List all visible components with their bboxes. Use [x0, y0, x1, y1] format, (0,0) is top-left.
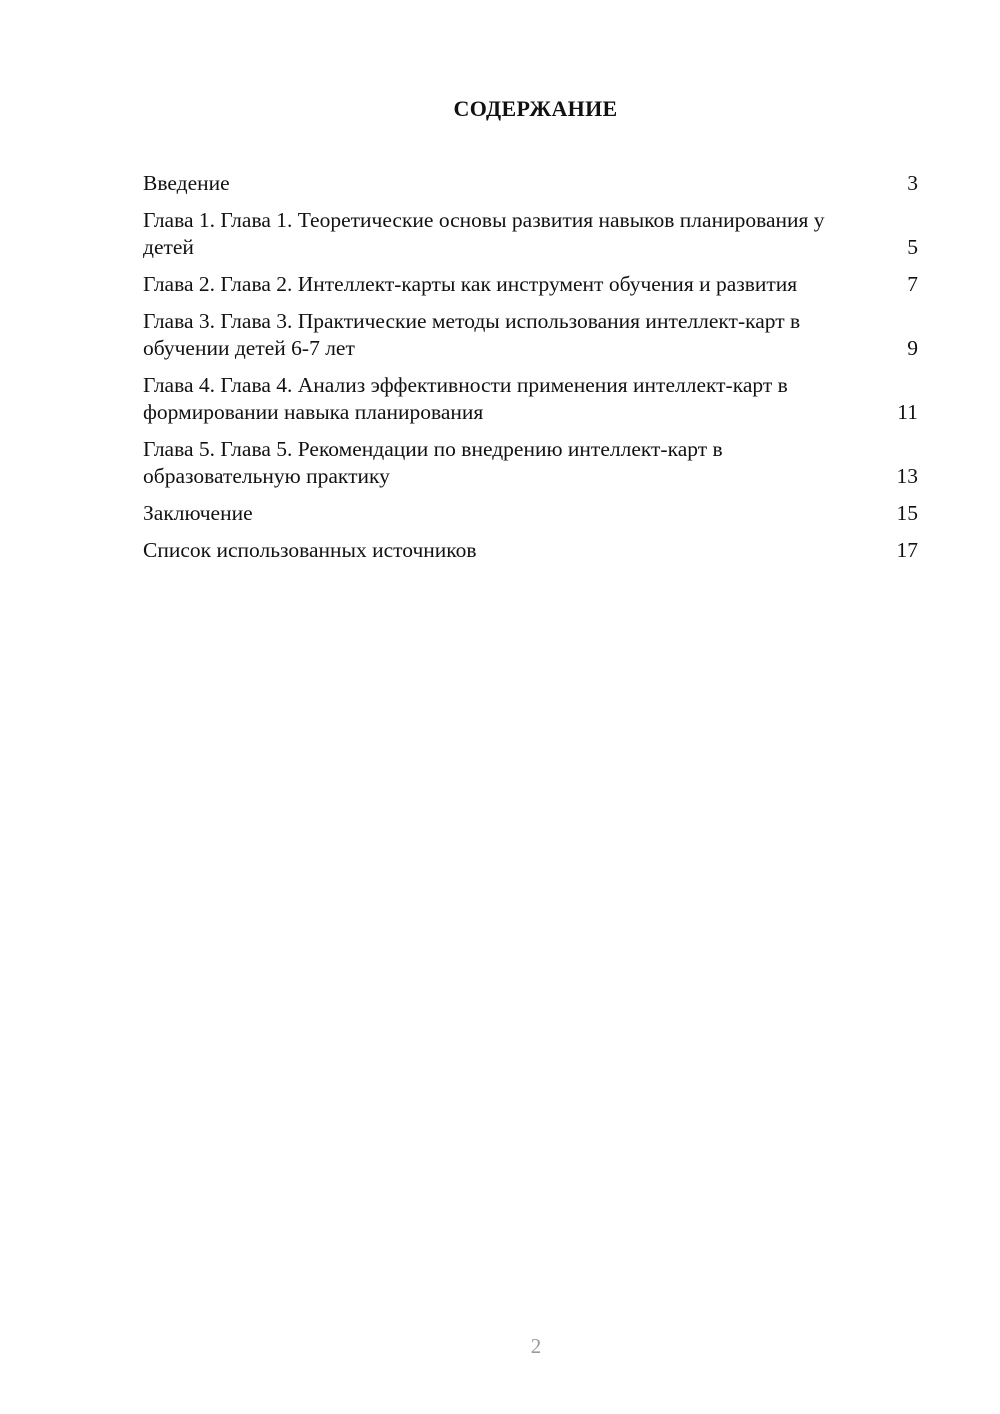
toc-entry-text: Заключение — [143, 501, 253, 525]
toc-entry-text: Глава 1. Глава 1. Теоретические основы развития навыков планирования у детей — [143, 208, 825, 259]
toc-entry-page: 9 — [907, 336, 918, 360]
toc-entry-references — [143, 537, 918, 564]
toc-entry-page: 15 — [896, 501, 918, 525]
toc-entry-page: 11 — [897, 400, 918, 424]
toc-entry-page: 7 — [907, 272, 918, 296]
toc-entry-introduction — [143, 170, 918, 197]
toc-entry-text: Глава 5. Глава 5. Рекомендации по внедрению интеллект-карт в образовательную практику — [143, 437, 723, 488]
toc-entry-text: Введение — [143, 171, 230, 195]
toc-entry-chapter-5 — [143, 436, 918, 490]
toc-entry-text: Глава 2. Глава 2. Интеллект-карты как инструмент обучения и развития — [143, 272, 798, 296]
toc-entry-text: Глава 4. Глава 4. Анализ эффективности применения интеллект-карт в формировании навыка планирования — [143, 373, 788, 424]
toc-entry-chapter-4 — [143, 372, 918, 426]
toc-entry-text: Глава 3. Глава 3. Практические методы использования интеллект-карт в обучении детей 6-7 лет — [143, 309, 801, 360]
table-of-contents — [143, 170, 918, 574]
toc-title: СОДЕРЖАНИЕ — [453, 96, 618, 121]
toc-entry-conclusion — [143, 500, 918, 527]
toc-entry-chapter-2 — [143, 271, 918, 298]
toc-entry-page: 5 — [907, 235, 918, 259]
toc-entry-page: 13 — [896, 464, 918, 488]
toc-entry-chapter-1 — [143, 207, 918, 261]
toc-entry-chapter-3 — [143, 308, 918, 362]
toc-entry-page: 17 — [896, 538, 918, 562]
toc-entry-page: 3 — [907, 171, 918, 195]
page-number: 2 — [530, 1334, 542, 1358]
toc-entry-text: Список использованных источников — [143, 538, 477, 562]
toc-heading-container — [143, 96, 918, 122]
